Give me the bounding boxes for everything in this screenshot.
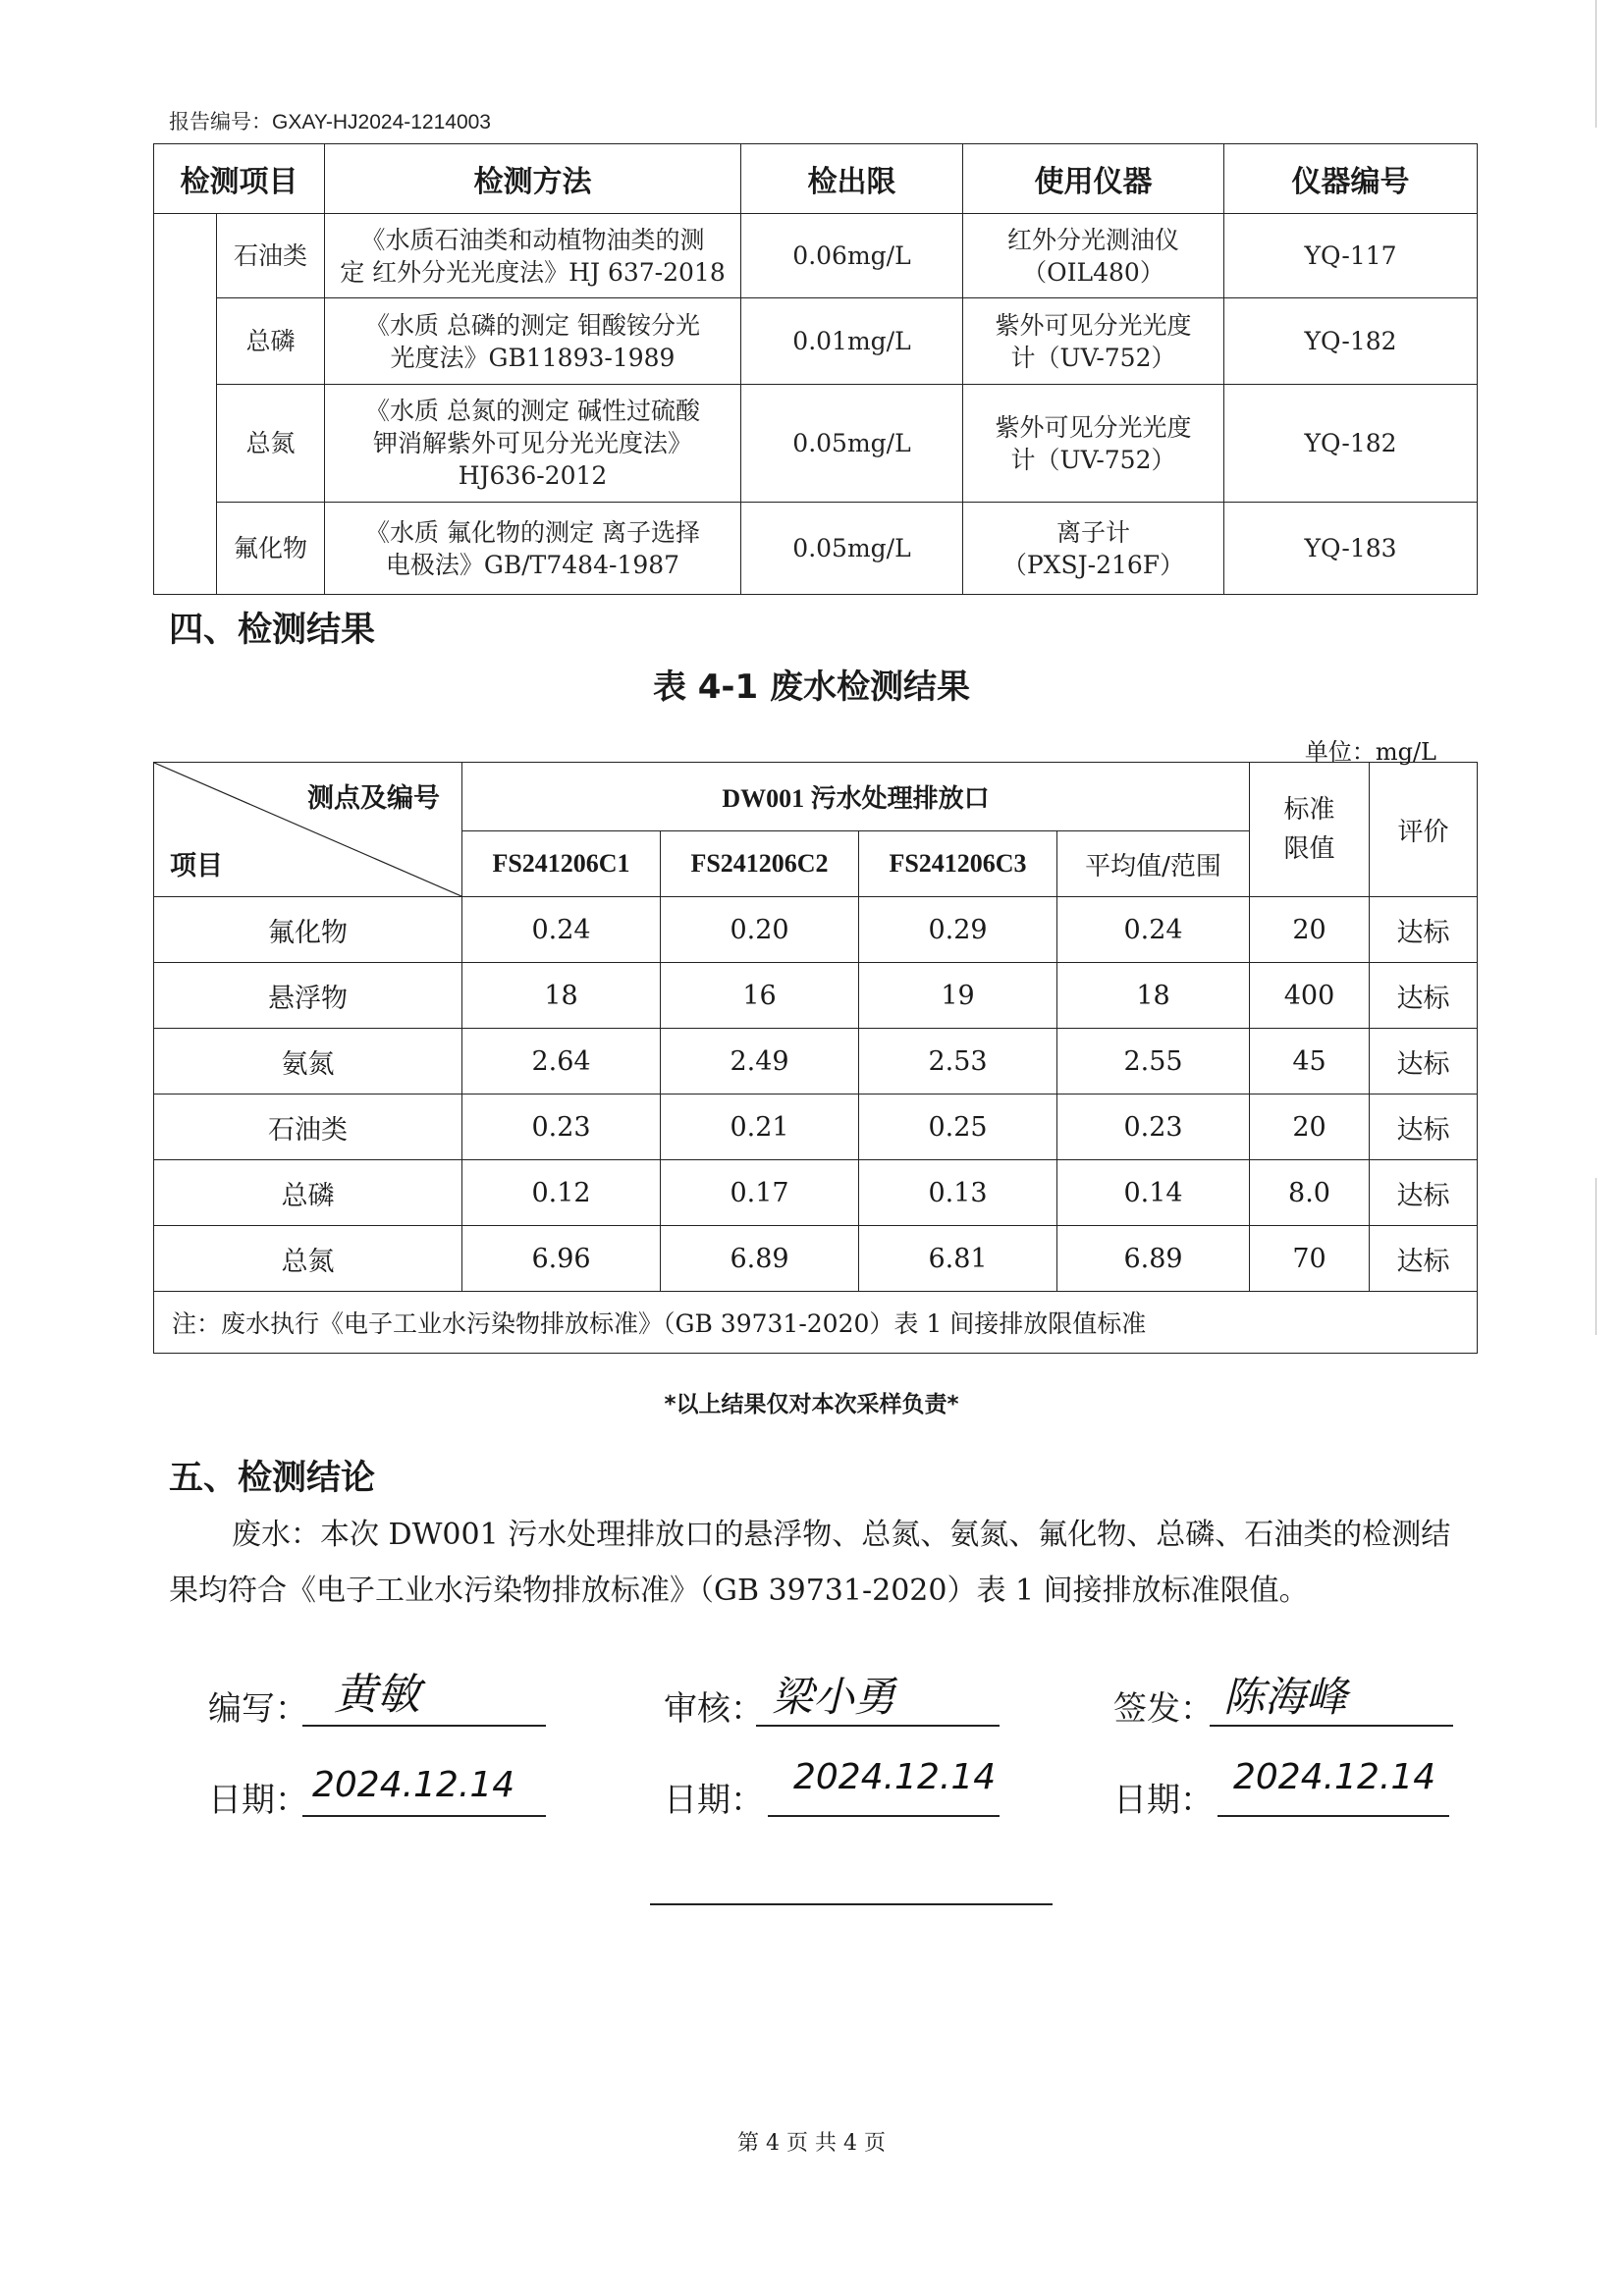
cell-c3: 0.13 — [859, 1160, 1057, 1226]
header-instrument-no: 仪器编号 — [1224, 144, 1478, 214]
table-row — [154, 1029, 1478, 1095]
table-row — [154, 963, 1478, 1029]
review-signature: 梁小勇 — [772, 1673, 896, 1721]
diagonal-header — [154, 763, 462, 897]
cell-limit: 70 — [1250, 1226, 1370, 1292]
review-line — [756, 1725, 1000, 1727]
eval-header: 评价 — [1370, 763, 1478, 897]
group-cell — [154, 214, 217, 595]
cell-c1: 0.24 — [462, 897, 661, 963]
compile-line — [302, 1725, 546, 1727]
note-row — [154, 1292, 1478, 1354]
method-item: 总氮 — [217, 385, 325, 503]
date-line — [768, 1815, 1000, 1817]
issue-label: 签发： — [1113, 1689, 1214, 1729]
issue-signature: 陈海峰 — [1223, 1673, 1348, 1721]
method-instrument-no: YQ-117 — [1224, 214, 1478, 298]
header-item: 检测项目 — [154, 144, 325, 214]
method-row — [154, 298, 1478, 385]
cell-avg: 0.14 — [1057, 1160, 1250, 1226]
row-item: 总氮 — [154, 1226, 462, 1292]
method-instrument-no: YQ-182 — [1224, 385, 1478, 503]
section-5-title: 五、检测结论 — [169, 1459, 376, 1498]
cell-limit: 20 — [1250, 897, 1370, 963]
header-instrument: 使用仪器 — [963, 144, 1224, 214]
unit-label: 单位：mg/L — [1304, 738, 1436, 766]
date-value: 2024.12.14 — [793, 1757, 997, 1797]
cell-c2: 2.49 — [661, 1029, 859, 1095]
header-limit: 检出限 — [741, 144, 963, 214]
method-row — [154, 503, 1478, 595]
method-text: 《水质 总磷的测定 钼酸铵分光 光度法》GB11893-1989 — [325, 298, 741, 385]
table-row — [154, 1160, 1478, 1226]
cell-c2: 0.17 — [661, 1160, 859, 1226]
table-row — [154, 1095, 1478, 1160]
date-value: 2024.12.14 — [1233, 1757, 1436, 1797]
method-instrument-no: YQ-182 — [1224, 298, 1478, 385]
footer-divider — [650, 1903, 1053, 1905]
date-label: 日期： — [664, 1781, 764, 1820]
issue-line — [1210, 1725, 1453, 1727]
cell-limit: 400 — [1250, 963, 1370, 1029]
cell-c3: 6.81 — [859, 1226, 1057, 1292]
cell-eval: 达标 — [1370, 1160, 1478, 1226]
row-item: 总磷 — [154, 1160, 462, 1226]
date-value: 2024.12.14 — [312, 1765, 515, 1805]
method-header-row — [154, 144, 1478, 214]
result-table — [153, 762, 1478, 1354]
row-item: 石油类 — [154, 1095, 462, 1160]
sample-header: FS241206C2 — [661, 831, 859, 897]
report-number: 报告编号：GXAY-HJ2024-1214003 — [169, 111, 491, 133]
method-text: 《水质 氟化物的测定 离子选择 电极法》GB/T7484-1987 — [325, 503, 741, 595]
conclusion-text: 废水：本次 DW001 污水处理排放口的悬浮物、总氮、氨氮、氟化物、总磷、石油类的检测结果均符合《电子工业水污染物排放标准》（GB 39731-2020）表 1 间接排放标准限值。 — [169, 1518, 1451, 1608]
compile-label: 编写： — [208, 1689, 308, 1729]
cell-avg: 6.89 — [1057, 1226, 1250, 1292]
limit-header: 标准 限值 — [1250, 763, 1370, 897]
cell-c1: 0.23 — [462, 1095, 661, 1160]
method-table — [153, 143, 1478, 595]
cell-avg: 18 — [1057, 963, 1250, 1029]
method-text: 《水质 总氮的测定 碱性过硫酸 钾消解紫外可见分光光度法》 HJ636-2012 — [325, 385, 741, 503]
header-method: 检测方法 — [325, 144, 741, 214]
cell-c2: 16 — [661, 963, 859, 1029]
method-row — [154, 385, 1478, 503]
date-label: 日期： — [1113, 1781, 1214, 1820]
cell-limit: 20 — [1250, 1095, 1370, 1160]
table-caption: 表 4-1 废水检测结果 — [652, 667, 971, 707]
cell-eval: 达标 — [1370, 1226, 1478, 1292]
method-limit: 0.01mg/L — [741, 298, 963, 385]
page-number: 第 4 页 共 4 页 — [737, 2131, 886, 2156]
method-text: 《水质石油类和动植物油类的测 定 红外分光光度法》HJ 637-2018 — [325, 214, 741, 298]
method-instrument: 红外分光测油仪 （OIL480） — [963, 214, 1224, 298]
cell-c3: 19 — [859, 963, 1057, 1029]
cell-eval: 达标 — [1370, 1029, 1478, 1095]
compile-signature: 黄敏 — [334, 1670, 420, 1720]
date-line — [302, 1815, 546, 1817]
cell-eval: 达标 — [1370, 963, 1478, 1029]
result-header-row — [154, 763, 1478, 831]
review-label: 审核： — [664, 1689, 764, 1729]
diag-top-label: 测点及编号 — [307, 783, 440, 814]
table-row — [154, 1226, 1478, 1292]
method-limit: 0.05mg/L — [741, 385, 963, 503]
method-limit: 0.05mg/L — [741, 503, 963, 595]
table-row — [154, 897, 1478, 963]
date-line — [1217, 1815, 1449, 1817]
row-item: 氨氮 — [154, 1029, 462, 1095]
method-item: 总磷 — [217, 298, 325, 385]
method-item: 氟化物 — [217, 503, 325, 595]
date-label: 日期： — [208, 1781, 308, 1820]
cell-c1: 0.12 — [462, 1160, 661, 1226]
cell-c2: 6.89 — [661, 1226, 859, 1292]
cell-c1: 6.96 — [462, 1226, 661, 1292]
row-item: 悬浮物 — [154, 963, 462, 1029]
cell-c3: 0.25 — [859, 1095, 1057, 1160]
cell-c3: 0.29 — [859, 897, 1057, 963]
cell-avg: 0.23 — [1057, 1095, 1250, 1160]
row-item: 氟化物 — [154, 897, 462, 963]
cell-c3: 2.53 — [859, 1029, 1057, 1095]
cell-eval: 达标 — [1370, 1095, 1478, 1160]
method-instrument: 紫外可见分光光度 计（UV-752） — [963, 298, 1224, 385]
method-instrument: 离子计 （PXSJ-216F） — [963, 503, 1224, 595]
avg-header: 平均值/范围 — [1057, 831, 1250, 897]
sample-header: FS241206C3 — [859, 831, 1057, 897]
diag-bottom-label: 项目 — [170, 851, 223, 881]
method-limit: 0.06mg/L — [741, 214, 963, 298]
method-item: 石油类 — [217, 214, 325, 298]
table-note: 注：废水执行《电子工业水污染物排放标准》（GB 39731-2020）表 1 间接排放限值标准 — [154, 1292, 1478, 1354]
cell-c2: 0.21 — [661, 1095, 859, 1160]
cell-avg: 2.55 — [1057, 1029, 1250, 1095]
disclaimer: *以上结果仅对本次采样负责* — [664, 1392, 959, 1417]
method-row — [154, 214, 1478, 298]
sample-header: FS241206C1 — [462, 831, 661, 897]
method-instrument-no: YQ-183 — [1224, 503, 1478, 595]
cell-c2: 0.20 — [661, 897, 859, 963]
cell-limit: 45 — [1250, 1029, 1370, 1095]
section-4-title: 四、检测结果 — [169, 611, 376, 650]
cell-limit: 8.0 — [1250, 1160, 1370, 1226]
cell-avg: 0.24 — [1057, 897, 1250, 963]
cell-c1: 2.64 — [462, 1029, 661, 1095]
cell-eval: 达标 — [1370, 897, 1478, 963]
site-header: DW001 污水处理排放口 — [462, 763, 1250, 831]
method-instrument: 紫外可见分光光度 计（UV-752） — [963, 385, 1224, 503]
cell-c1: 18 — [462, 963, 661, 1029]
